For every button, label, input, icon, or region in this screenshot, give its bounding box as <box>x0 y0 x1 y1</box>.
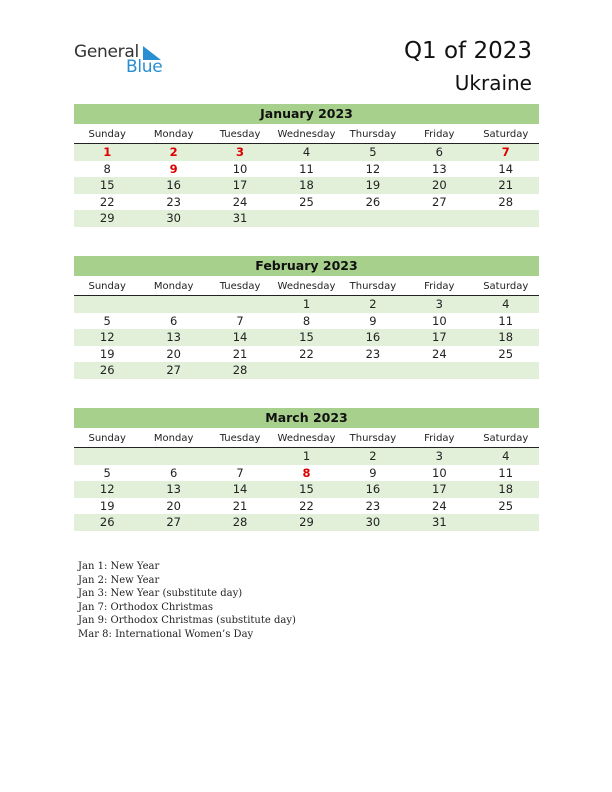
day-cell: 19 <box>99 498 115 513</box>
day-cell: 7 <box>236 465 244 480</box>
day-cell: 18 <box>498 330 514 344</box>
weekday-label: Thursday <box>349 433 397 444</box>
day-cell: 13 <box>166 330 181 344</box>
week-row <box>74 177 539 194</box>
weekday-label: Tuesday <box>219 281 261 292</box>
day-cell: 14 <box>232 482 248 496</box>
logo-word-general: General <box>74 42 139 62</box>
day-cell: 28 <box>232 363 248 377</box>
day-cell <box>473 362 539 379</box>
weekday-label: Thursday <box>349 129 397 140</box>
week-row <box>74 481 539 498</box>
week-row <box>74 313 539 330</box>
month-calendar <box>74 256 539 379</box>
day-cell: 6 <box>435 145 443 159</box>
holiday-day-cell: 2 <box>169 145 178 159</box>
weekday-label: Friday <box>424 433 455 444</box>
weekday-label: Monday <box>153 129 194 140</box>
weekday-label: Thursday <box>349 281 397 292</box>
month-title: January 2023 <box>74 104 539 124</box>
weekday-header-row <box>74 428 539 448</box>
day-cell: 13 <box>166 482 181 496</box>
week-row <box>74 329 539 346</box>
weekday-label: Saturday <box>483 433 529 444</box>
week-row <box>74 194 539 211</box>
day-cell: 26 <box>99 515 115 529</box>
day-cell: 30 <box>365 515 381 529</box>
country-name: Ukraine <box>454 71 532 95</box>
week-row <box>74 362 539 379</box>
day-cell: 18 <box>299 178 314 192</box>
day-cell: 27 <box>432 194 447 209</box>
weekday-header-row <box>74 276 539 296</box>
holiday-list <box>78 560 296 641</box>
week-row <box>74 346 539 363</box>
day-cell: 25 <box>299 194 314 209</box>
day-cell: 15 <box>299 482 314 496</box>
logo-word-blue: Blue <box>126 57 163 77</box>
day-cell <box>207 296 273 313</box>
weekday-label: Sunday <box>88 129 126 140</box>
day-cell: 7 <box>236 313 244 328</box>
day-cell: 24 <box>432 498 447 513</box>
day-cell: 6 <box>169 313 178 328</box>
day-cell: 4 <box>502 297 510 311</box>
day-cell: 27 <box>166 363 181 377</box>
day-cell: 20 <box>166 498 181 513</box>
day-cell: 3 <box>435 449 443 463</box>
day-cell: 1 <box>302 449 311 463</box>
day-cell: 10 <box>432 313 447 328</box>
day-cell: 4 <box>302 145 311 159</box>
day-cell <box>273 362 339 379</box>
day-cell <box>140 448 206 465</box>
day-cell: 8 <box>103 161 111 176</box>
day-cell: 17 <box>432 330 447 344</box>
day-cell: 11 <box>498 465 514 480</box>
weekday-label: Saturday <box>483 129 529 140</box>
day-cell <box>406 362 472 379</box>
day-cell: 9 <box>369 313 377 328</box>
weekday-header-row <box>74 124 539 144</box>
day-cell: 31 <box>232 211 248 225</box>
holiday-entry: Jan 2: New Year <box>78 574 160 586</box>
weekday-label: Tuesday <box>219 433 261 444</box>
page-title: Q1 of 2023 <box>403 38 532 64</box>
day-cell <box>473 210 539 227</box>
generalblue-logo <box>74 42 174 78</box>
day-cell: 22 <box>99 194 115 209</box>
day-cell: 16 <box>365 482 381 496</box>
weekday-label: Tuesday <box>219 129 261 140</box>
day-cell <box>74 448 140 465</box>
day-cell <box>473 514 539 531</box>
day-cell: 4 <box>502 449 510 463</box>
day-cell: 23 <box>365 498 381 513</box>
week-row <box>74 144 539 161</box>
holiday-day-cell: 7 <box>501 145 510 159</box>
day-cell: 26 <box>99 363 115 377</box>
day-cell: 14 <box>498 161 514 176</box>
holiday-day-cell: 9 <box>169 161 178 176</box>
day-cell: 10 <box>232 161 248 176</box>
day-cell: 11 <box>498 313 514 328</box>
day-cell: 9 <box>369 465 377 480</box>
weekday-label: Sunday <box>88 433 126 444</box>
day-cell: 30 <box>166 211 181 225</box>
holiday-day-cell: 8 <box>302 465 311 480</box>
day-cell: 18 <box>498 482 514 496</box>
weekday-label: Wednesday <box>277 281 336 292</box>
day-cell: 3 <box>435 297 443 311</box>
day-cell: 20 <box>166 346 181 361</box>
day-cell: 13 <box>432 161 447 176</box>
day-cell: 25 <box>498 498 514 513</box>
day-cell: 28 <box>232 515 248 529</box>
week-row <box>74 296 539 313</box>
day-cell: 15 <box>99 178 115 192</box>
day-cell <box>406 210 472 227</box>
day-cell: 20 <box>432 178 447 192</box>
day-cell: 28 <box>498 194 514 209</box>
day-cell <box>273 210 339 227</box>
day-cell: 1 <box>302 297 311 311</box>
day-cell: 31 <box>432 515 447 529</box>
weekday-label: Wednesday <box>277 129 336 140</box>
day-cell: 2 <box>369 297 377 311</box>
day-cell: 26 <box>365 194 381 209</box>
day-cell: 5 <box>103 465 111 480</box>
day-cell: 8 <box>302 313 311 328</box>
week-row <box>74 448 539 465</box>
day-cell <box>140 296 206 313</box>
day-cell: 25 <box>498 346 514 361</box>
week-row <box>74 465 539 482</box>
day-cell: 14 <box>232 330 248 344</box>
day-cell: 23 <box>166 194 181 209</box>
day-cell: 5 <box>103 313 111 328</box>
day-cell <box>74 296 140 313</box>
day-cell: 15 <box>299 330 314 344</box>
day-cell: 17 <box>432 482 447 496</box>
holiday-day-cell: 1 <box>103 145 112 159</box>
day-cell: 6 <box>169 465 178 480</box>
weekday-label: Sunday <box>88 281 126 292</box>
day-cell: 12 <box>99 482 115 496</box>
week-row <box>74 210 539 227</box>
weekday-label: Friday <box>424 129 455 140</box>
day-cell: 21 <box>232 346 248 361</box>
day-cell: 29 <box>299 515 314 529</box>
week-row <box>74 514 539 531</box>
holiday-entry: Jan 7: Orthodox Christmas <box>78 601 213 613</box>
month-title: March 2023 <box>74 408 539 428</box>
month-title: February 2023 <box>74 256 539 276</box>
week-row <box>74 498 539 515</box>
day-cell: 11 <box>299 161 314 176</box>
day-cell: 16 <box>166 178 181 192</box>
day-cell <box>340 210 406 227</box>
weekday-label: Monday <box>153 281 194 292</box>
day-cell: 23 <box>365 346 381 361</box>
holiday-entry: Mar 8: International Women’s Day <box>78 628 254 640</box>
weekday-label: Friday <box>424 281 455 292</box>
weekday-label: Monday <box>153 433 194 444</box>
day-cell: 22 <box>299 498 314 513</box>
holiday-entry: Jan 1: New Year <box>78 561 160 572</box>
day-cell <box>340 362 406 379</box>
holiday-day-cell: 3 <box>236 145 245 159</box>
day-cell: 17 <box>232 178 248 192</box>
day-cell: 19 <box>99 346 115 361</box>
month-calendar <box>74 408 539 531</box>
day-cell: 21 <box>232 498 248 513</box>
holiday-entry: Jan 3: New Year (substitute day) <box>78 588 243 599</box>
day-cell <box>207 448 273 465</box>
day-cell: 24 <box>232 194 248 209</box>
day-cell: 21 <box>498 178 514 192</box>
week-row <box>74 161 539 178</box>
day-cell: 12 <box>99 330 115 344</box>
day-cell: 19 <box>365 178 381 192</box>
day-cell: 16 <box>365 330 381 344</box>
month-calendar <box>74 104 539 227</box>
day-cell: 10 <box>432 465 447 480</box>
day-cell: 2 <box>369 449 377 463</box>
day-cell: 22 <box>299 346 314 361</box>
weekday-label: Saturday <box>483 281 529 292</box>
weekday-label: Wednesday <box>277 433 336 444</box>
day-cell: 27 <box>166 515 181 529</box>
day-cell: 5 <box>369 145 377 159</box>
day-cell: 29 <box>99 211 115 225</box>
day-cell: 24 <box>432 346 447 361</box>
holiday-entry: Jan 9: Orthodox Christmas (substitute day) <box>78 615 296 626</box>
day-cell: 12 <box>365 161 381 176</box>
